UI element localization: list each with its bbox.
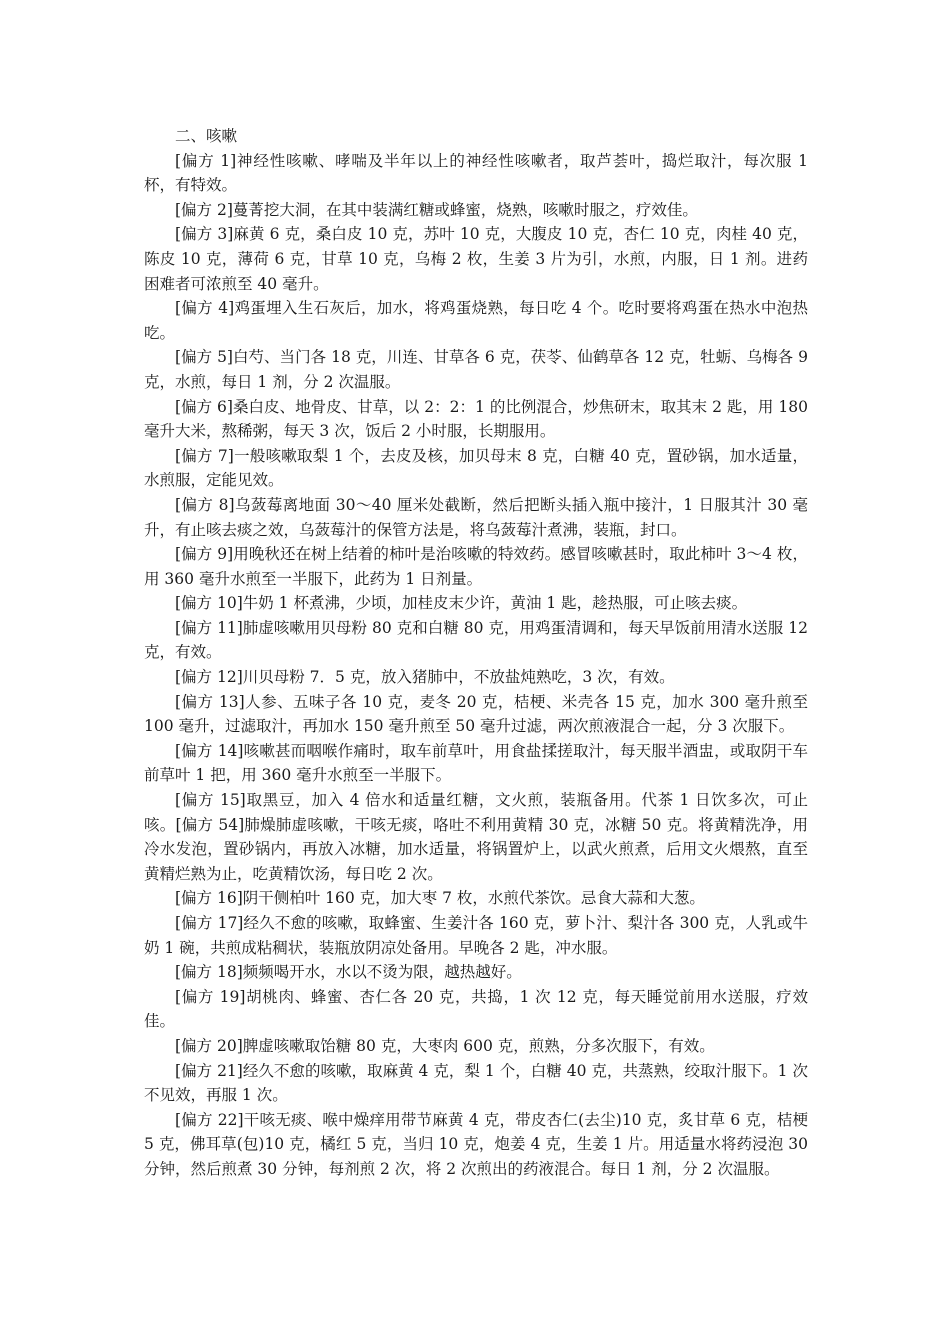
remedy-paragraph-6: [偏方 6]桑白皮、地骨皮、甘草，以 2：2：1 的比例混合，炒焦研末，取其末 2 匙，用 180 毫升大米，熬稀粥，每天 3 次，饭后 2 小时服，长期服用。 bbox=[144, 397, 808, 441]
remedy-paragraph-8: [偏方 8]乌蔹莓离地面 30～40 厘米处截断，然后把断头插入瓶中接汁，1 日服其汁 30 毫升，有止咳去痰之效，乌蔹莓汁的保管方法是，将乌蔹莓汁煮沸，装瓶，封口。 bbox=[144, 495, 808, 539]
remedy-paragraph-2: [偏方 2]蔓菁挖大洞，在其中装满红糖或蜂蜜，烧熟，咳嗽时服之，疗效佳。 bbox=[175, 200, 698, 219]
remedy-paragraph-12: [偏方 12]川贝母粉 7．5 克，放入猪肺中，不放盐炖熟吃，3 次，有效。 bbox=[175, 668, 675, 687]
section-heading: 二、咳嗽 bbox=[175, 127, 238, 145]
remedy-paragraph-16: [偏方 16]阴干侧柏叶 160 克，加大枣 7 枚，水煎代茶饮。忌食大蒜和大葱。 bbox=[175, 889, 705, 908]
remedy-paragraph-1: [偏方 1]神经性咳嗽、哮喘及半年以上的神经性咳嗽者，取芦荟叶，捣烂取汁，每次服 1 杯，有特效。 bbox=[144, 151, 808, 195]
remedy-paragraph-19: [偏方 19]胡桃肉、蜂蜜、杏仁各 20 克，共捣，1 次 12 克，每天睡觉前用水送服，疗效佳。 bbox=[144, 987, 808, 1031]
remedy-paragraph-14: [偏方 14]咳嗽甚而咽喉作痛时，取车前草叶，用食盐揉搓取汁，每天服半酒盅，或取阴干车前草叶 1 把，用 360 毫升水煎至一半服下。 bbox=[144, 741, 808, 785]
remedy-paragraph-3: [偏方 3]麻黄 6 克，桑白皮 10 克，苏叶 10 克，大腹皮 10 克，杏仁 10 克，肉桂 40 克，陈皮 10 克，薄荷 6 克，甘草 10 克，乌梅 2 枚，生姜 3 片为引，水煎，内服，日 1 剂。进药困难者可浓煎至 40 毫升。 bbox=[144, 225, 808, 293]
remedy-paragraph-7: [偏方 7]一般咳嗽取梨 1 个，去皮及核，加贝母末 8 克，白糖 40 克，置砂锅，加水适量，水煎服，定能见效。 bbox=[144, 446, 808, 490]
remedy-paragraph-5: [偏方 5]白芍、当门各 18 克，川连、甘草各 6 克，茯苓、仙鹤草各 12 克，牡蛎、乌梅各 9 克，水煎，每日 1 剂，分 2 次温服。 bbox=[144, 348, 808, 391]
remedy-paragraph-4: [偏方 4]鸡蛋埋入生石灰后，加水，将鸡蛋烧熟，每日吃 4 个。吃时要将鸡蛋在热水中泡热吃。 bbox=[144, 299, 808, 342]
remedy-paragraph-22: [偏方 22]干咳无痰、喉中燥痒用带节麻黄 4 克，带皮杏仁(去尘)10 克，炙甘草 6 克，桔梗 5 克，佛耳草(包)10 克，橘红 5 克，当归 10 克，炮姜 4 克，生姜 1 片。用适量水将药浸泡 30 分钟，然后煎煮 30 分钟，每剂煎 2 次，将 2 次煎出的药液混合。每日 1 剂，分 2 次温服。 bbox=[144, 1110, 808, 1178]
remedy-paragraph-11: [偏方 11]肺虚咳嗽用贝母粉 80 克和白糖 80 克，用鸡蛋清调和，每天早饭前用清水送服 12 克，有效。 bbox=[144, 618, 808, 662]
remedy-paragraph-15: [偏方 15]取黑豆，加入 4 倍水和适量红糖，文火煎，装瓶备用。代茶 1 日饮多次，可止咳。[偏方 54]肺燥肺虚咳嗽，干咳无痰，咯吐不利用黄精 30 克，冰糖 50 克。将黄精洗净，用冷水发泡，置砂锅内，再放入冰糖，加水适量，将锅置炉上，以武火煎煮，后用文火煨熬，直至黄精烂熟为止，吃黄精饮汤，每日吃 2 次。 bbox=[144, 791, 808, 883]
remedy-paragraph-17: [偏方 17]经久不愈的咳嗽，取蜂蜜、生姜汁各 160 克，萝卜汁、梨汁各 300 克，人乳或牛奶 1 碗，共煎成粘稠状，装瓶放阴凉处备用。早晚各 2 匙，冲水服。 bbox=[144, 914, 808, 957]
remedy-paragraph-10: [偏方 10]牛奶 1 杯煮沸，少顷，加桂皮末少许，黄油 1 匙，趁热服，可止咳去痰。 bbox=[175, 594, 748, 613]
remedy-paragraph-18: [偏方 18]频频喝开水，水以不烫为限，越热越好。 bbox=[175, 963, 522, 982]
remedy-paragraph-21: [偏方 21]经久不愈的咳嗽，取麻黄 4 克，梨 1 个，白糖 40 克，共蒸熟，绞取汁服下。1 次不见效，再服 1 次。 bbox=[144, 1061, 808, 1105]
remedy-paragraph-13: [偏方 13]人参、五味子各 10 克，麦冬 20 克，桔梗、米壳各 15 克，加水 300 毫升煎至 100 毫升，过滤取汁，再加水 150 毫升煎至 50 毫升过滤，两次煎液混合一起，分 3 次服下。 bbox=[144, 692, 808, 736]
document-body bbox=[144, 124, 808, 1182]
remedy-paragraph-20: [偏方 20]脾虚咳嗽取饴糖 80 克，大枣肉 600 克，煎熟，分多次服下，有效。 bbox=[175, 1036, 715, 1055]
remedy-paragraph-9: [偏方 9]用晚秋还在树上结着的柿叶是治咳嗽的特效药。感冒咳嗽甚时，取此柿叶 3～4 枚，用 360 毫升水煎至一半服下，此药为 1 日剂量。 bbox=[144, 545, 808, 588]
